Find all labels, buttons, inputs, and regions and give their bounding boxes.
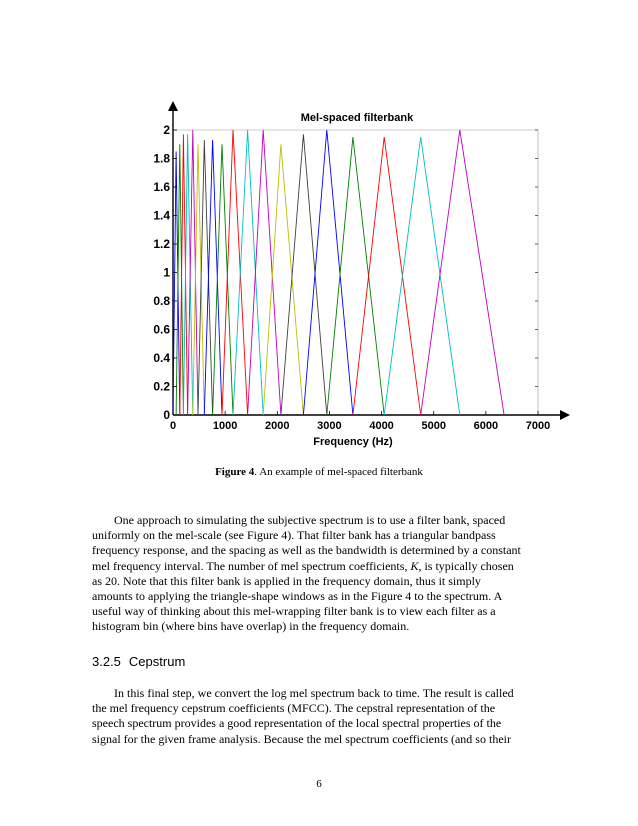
- x-tick-label: 0: [169, 420, 177, 432]
- paragraph-line: frequency response, and the spacing as well as the bandwidth is determined by a constant: [92, 543, 521, 558]
- filter-triangle: [204, 140, 222, 415]
- x-axis-arrow-icon: [560, 410, 570, 420]
- x-tick-label: 6000: [473, 420, 499, 432]
- filter-triangle: [327, 137, 384, 415]
- y-tick-label: 1.2: [153, 237, 170, 251]
- y-tick-label: 2: [163, 123, 170, 137]
- page-number: 6: [316, 778, 322, 790]
- filter-triangle: [421, 130, 504, 415]
- section-number: 3.2.5: [92, 654, 121, 669]
- y-tick-label: 0.6: [153, 322, 170, 337]
- y-tick-label: 1.4: [153, 208, 170, 223]
- paragraph-text: mel frequency interval. The number of mel spectrum coefficients,: [92, 558, 411, 573]
- paragraph-line: the mel frequency cepstrum coefficients (MFCC). The cepstral representation of the: [92, 701, 496, 716]
- mel-filterbank-chart: [100, 95, 580, 455]
- filter-triangle: [248, 130, 281, 415]
- filter-triangle: [233, 130, 263, 415]
- paragraph-line: as 20. Note that this filter bank is applied in the frequency domain, thus it simply: [92, 573, 481, 588]
- filter-triangle: [384, 137, 460, 415]
- paragraph-line: signal for the given frame analysis. Because the mel spectrum coefficients (and so their: [92, 731, 511, 746]
- x-tick-label: 2000: [265, 420, 290, 432]
- chart-series: [173, 130, 504, 415]
- chart-x-axis-label: Frequency (Hz): [313, 436, 393, 448]
- x-tick-label: 7000: [525, 420, 551, 432]
- y-tick-label: 0.4: [153, 351, 170, 365]
- paragraph-line: In this final step, we convert the log mel spectrum back to time. The result is called: [114, 686, 514, 700]
- y-axis-arrow-icon: [168, 101, 178, 111]
- filter-triangle: [281, 134, 327, 415]
- filter-triangle: [353, 137, 421, 415]
- filter-triangle: [213, 144, 233, 415]
- x-tick-label: 3000: [317, 420, 342, 432]
- x-tick-label: 4000: [369, 420, 394, 432]
- variable-k: K: [410, 558, 419, 573]
- filter-triangle: [263, 144, 303, 415]
- paragraph-line: useful way of thinking about this mel-wrapping filter bank is to view each filter as a: [92, 604, 496, 619]
- paragraph-line: uniformly on the mel-scale (see Figure 4). That filter bank has a triangular bandpass: [92, 528, 496, 543]
- figure-caption-label: Figure 4: [215, 466, 255, 478]
- figure-caption-text: . An example of mel-spaced filterbank: [254, 466, 423, 478]
- y-tick-label: 0.8: [153, 294, 170, 308]
- chart-ticks: [153, 123, 550, 432]
- section-heading: [92, 654, 185, 669]
- section-title: Cepstrum: [128, 654, 186, 669]
- paragraph-line: histogram bin (where bins have overlap) in the frequency domain.: [92, 619, 410, 634]
- y-tick-label: 0.2: [153, 379, 170, 394]
- paragraph-line: amounts to applying the triangle-shape windows as in the Figure 4 to the spectrum. A: [92, 589, 503, 604]
- y-tick-label: 1.8: [153, 151, 170, 166]
- y-tick-label: 1: [163, 265, 170, 280]
- figure-caption: [0, 466, 638, 478]
- filter-triangle: [188, 130, 198, 415]
- x-tick-label: 1000: [212, 420, 238, 432]
- body-paragraph-2: [92, 686, 548, 747]
- y-tick-label: 1.6: [153, 180, 170, 194]
- paragraph-line: [92, 559, 548, 574]
- paragraph-text: , is typically chosen: [418, 558, 514, 573]
- body-paragraph-1: [92, 513, 548, 635]
- filter-triangle: [303, 130, 353, 415]
- x-tick-label: 5000: [421, 420, 446, 432]
- paragraph-line: speech spectrum provides a good representation of the local spectral properties of the: [92, 716, 502, 731]
- paragraph-line: One approach to simulating the subjective spectrum is to use a filter bank, spaced: [114, 513, 506, 527]
- chart-title: Mel-spaced filterbank: [300, 112, 414, 124]
- y-tick-label: 0: [163, 408, 170, 422]
